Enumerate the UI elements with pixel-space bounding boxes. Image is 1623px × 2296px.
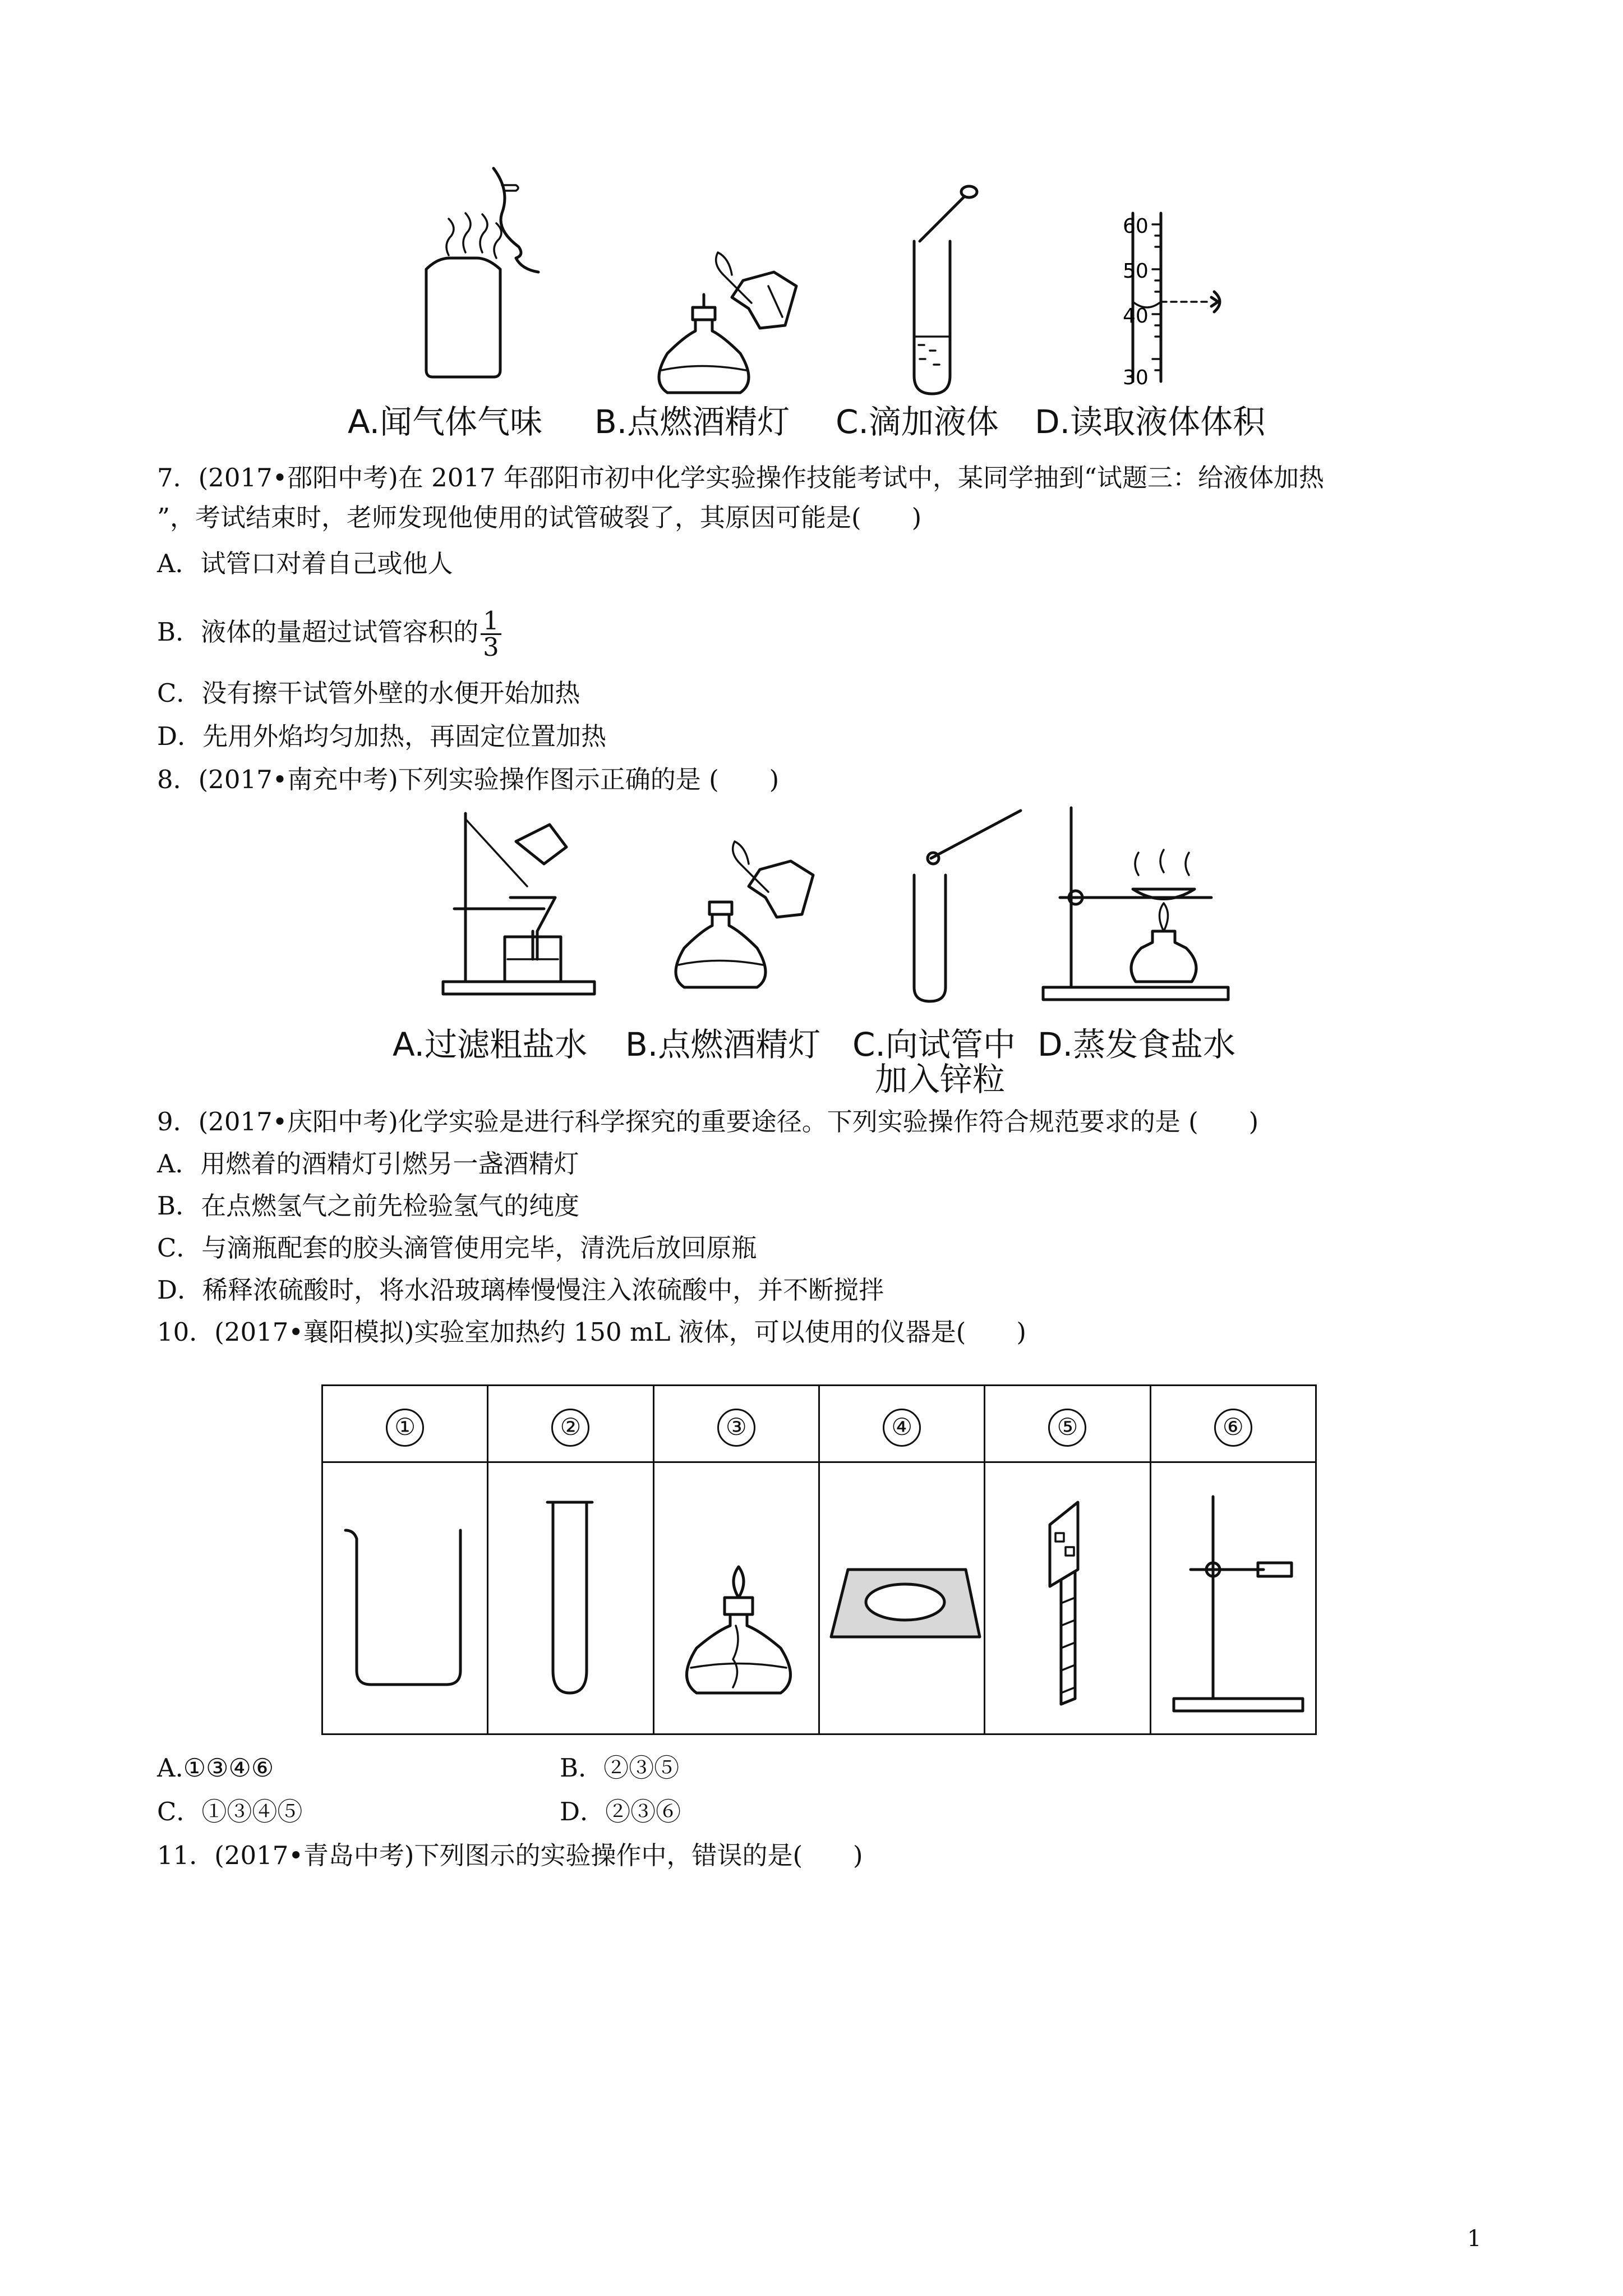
evaporate-figure bbox=[1043, 808, 1234, 1004]
apparatus-header-3: ③ bbox=[653, 1386, 819, 1462]
q10-option-a: A.①③④⑥ bbox=[157, 1753, 274, 1783]
q6-caption-a: A.闻气体气味 bbox=[348, 403, 543, 441]
q10-option-b: B．②③⑤ bbox=[560, 1753, 680, 1783]
cylinder-tick-50: 50 bbox=[1123, 260, 1149, 283]
test-tube-cell bbox=[488, 1462, 653, 1734]
alcohol-lamp-cell bbox=[653, 1462, 819, 1734]
q8-caption-b: B.点燃酒精灯 bbox=[625, 1025, 821, 1064]
apparatus-header-2: ② bbox=[488, 1386, 653, 1462]
asbestos-gauze-cell bbox=[819, 1462, 984, 1734]
alcohol-lamp-icon bbox=[677, 1536, 806, 1704]
filter-figure bbox=[443, 813, 628, 1004]
q7-option-d: D．先用外焰均匀加热，再固定位置加热 bbox=[157, 721, 607, 751]
page-number: 1 bbox=[1467, 2226, 1482, 2252]
q9-option-b: B．在点燃氢气之前先检验氢气的纯度 bbox=[157, 1191, 580, 1221]
asbestos-gauze-icon bbox=[831, 1564, 977, 1648]
q10-option-c: C．①③④⑤ bbox=[157, 1797, 303, 1826]
q8-caption-c-line2: 加入锌粒 bbox=[875, 1060, 1006, 1098]
light-lamp-figure bbox=[656, 825, 836, 993]
iron-stand-icon bbox=[1168, 1497, 1314, 1721]
q6-caption-b: B.点燃酒精灯 bbox=[594, 403, 790, 441]
q6-caption-d: D.读取液体体积 bbox=[1035, 403, 1266, 441]
fraction-denominator: 3 bbox=[483, 632, 499, 662]
apparatus-table bbox=[321, 1384, 1317, 1735]
fraction-one-third bbox=[481, 606, 501, 662]
q10-stem: 10．(2017•襄阳模拟)实验室加热约 150 mL 液体，可以使用的仪器是( ) bbox=[157, 1317, 1026, 1347]
q7-option-b bbox=[157, 606, 501, 662]
iron-stand-cell bbox=[1150, 1462, 1316, 1734]
q8-caption-c: C.向试管中 bbox=[852, 1025, 1016, 1064]
q8-caption-d: D.蒸发食盐水 bbox=[1038, 1025, 1236, 1064]
q9-stem: 9．(2017•庆阳中考)化学实验是进行科学探究的重要途径。下列实验操作符合规范要求的是 ( ) bbox=[157, 1107, 1259, 1137]
cylinder-tick-60: 60 bbox=[1123, 215, 1149, 238]
read-volume-figure bbox=[1123, 213, 1273, 393]
test-tube-clamp-cell bbox=[985, 1462, 1150, 1734]
beaker-cell bbox=[322, 1462, 488, 1734]
apparatus-header-6: ⑥ bbox=[1150, 1386, 1316, 1462]
q8-stem: 8．(2017•南充中考)下列实验操作图示正确的是 ( ) bbox=[157, 765, 780, 794]
q7-stem-line2: ”，考试结束时，老师发现他使用的试管破裂了，其原因可能是( ) bbox=[157, 503, 922, 532]
q9-option-a: A．用燃着的酒精灯引燃另一盏酒精灯 bbox=[157, 1149, 579, 1179]
q7-option-a: A．试管口对着自己或他人 bbox=[157, 549, 453, 578]
test-tube-icon bbox=[547, 1502, 598, 1704]
apparatus-header-5: ⑤ bbox=[985, 1386, 1150, 1462]
smell-gas-figure bbox=[404, 168, 572, 393]
q7-option-b-text: B．液体的量超过试管容积的 bbox=[157, 617, 479, 647]
add-liquid-figure bbox=[903, 185, 981, 387]
light-lamp-with-lamp-figure bbox=[639, 241, 819, 398]
q8-caption-a: A.过滤粗盐水 bbox=[393, 1025, 588, 1064]
q9-option-c: C．与滴瓶配套的胶头滴管使用完毕，清洗后放回原瓶 bbox=[157, 1233, 757, 1263]
q7-stem-line1: 7．(2017•邵阳中考)在 2017 年邵阳市初中化学实验操作技能考试中，某同学抽到“试题三：给液体加热 bbox=[157, 463, 1324, 493]
test-tube-clamp-icon bbox=[1044, 1502, 1100, 1715]
beaker-icon bbox=[345, 1525, 474, 1693]
q11-stem: 11．(2017•青岛中考)下列图示的实验操作中，错误的是( ) bbox=[157, 1841, 863, 1870]
q9-option-d: D．稀释浓硫酸时，将水沿玻璃棒慢慢注入浓硫酸中，并不断搅拌 bbox=[157, 1275, 884, 1305]
cylinder-tick-30: 30 bbox=[1123, 366, 1149, 389]
fraction-numerator: 1 bbox=[481, 609, 501, 635]
q6-caption-c: C.滴加液体 bbox=[836, 403, 999, 441]
add-zinc-figure bbox=[909, 802, 1038, 1004]
cylinder-tick-40: 40 bbox=[1123, 305, 1149, 328]
q10-option-d: D．②③⑥ bbox=[560, 1797, 681, 1826]
apparatus-header-1: ① bbox=[322, 1386, 488, 1462]
q7-option-c: C．没有擦干试管外壁的水便开始加热 bbox=[157, 678, 580, 708]
apparatus-header-4: ④ bbox=[819, 1386, 984, 1462]
